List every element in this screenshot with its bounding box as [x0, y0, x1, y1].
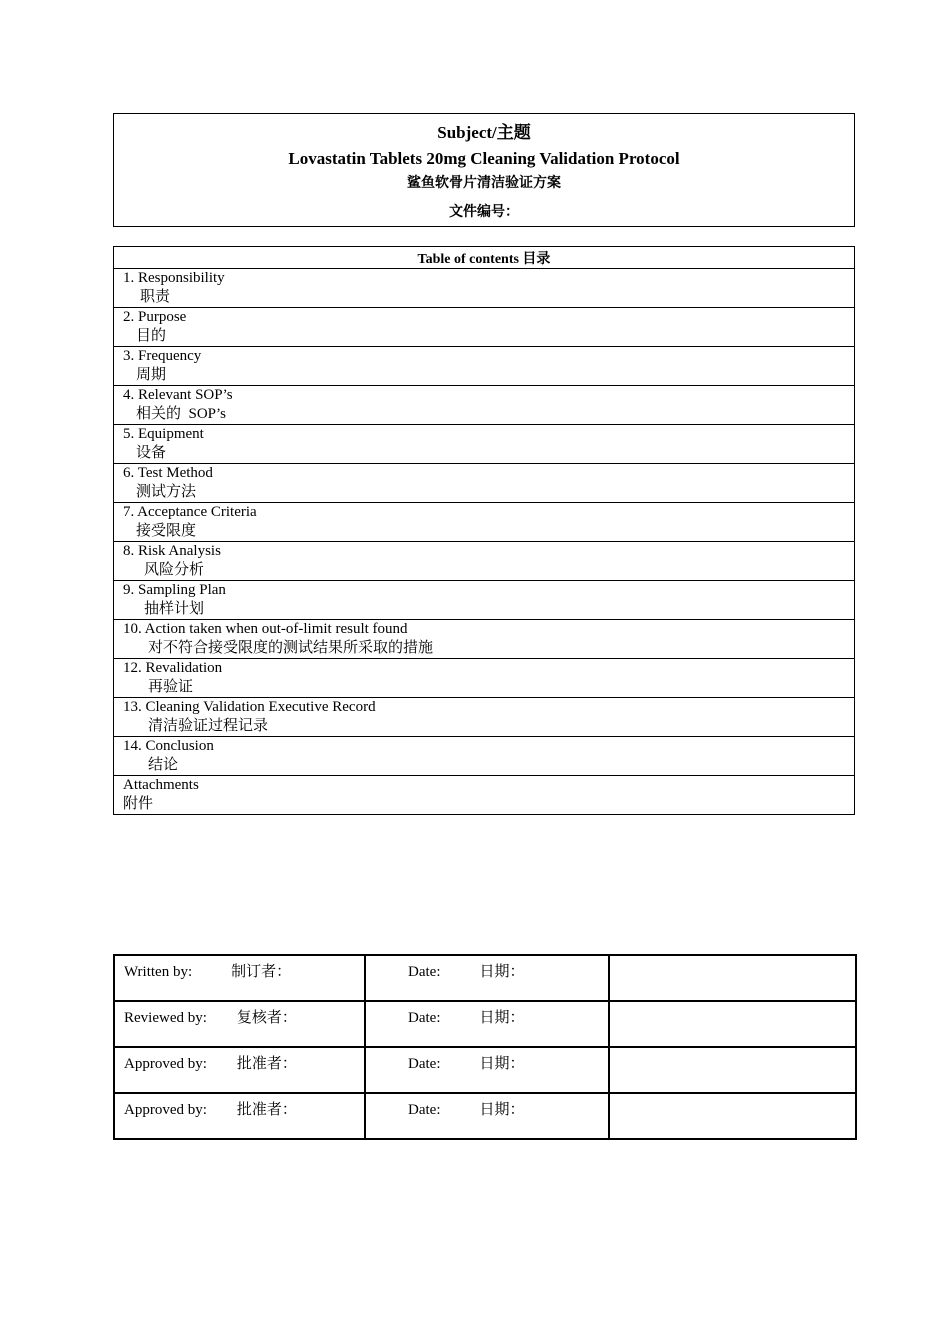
- signoff-blank-cell: [609, 1001, 856, 1047]
- toc-item-cn: 职责: [140, 289, 171, 305]
- toc-item-cn: 抽样计划: [144, 601, 205, 617]
- signoff-date-cn: 日期：: [479, 1010, 525, 1026]
- signoff-role-cn: 制订者：: [231, 964, 292, 980]
- toc-item-en: 8. Risk Analysis: [123, 543, 221, 559]
- table-of-contents: [113, 246, 855, 815]
- toc-item: [114, 425, 855, 464]
- signoff-date-cn: 日期：: [479, 1056, 525, 1072]
- signoff-date-en: Date:: [408, 1010, 441, 1026]
- signoff-row: [114, 955, 856, 1001]
- toc-item-en: Attachments: [123, 777, 199, 793]
- signoff-role-cn: 批准者：: [236, 1056, 297, 1072]
- signoff-role-cn: 复核者：: [236, 1010, 297, 1026]
- toc-item-cn: 对不符合接受限度的测试结果所采取的措施: [148, 640, 434, 656]
- toc-item-en: 2. Purpose: [123, 309, 187, 325]
- toc-item-cn: 接受限度: [136, 523, 197, 539]
- toc-item: [114, 308, 855, 347]
- toc-item: [114, 659, 855, 698]
- toc-item-en: 10. Action taken when out-of-limit result found: [123, 621, 408, 637]
- signoff-row: [114, 1001, 856, 1047]
- toc-item: [114, 464, 855, 503]
- toc-item: [114, 386, 855, 425]
- toc-item: [114, 737, 855, 776]
- signoff-role-en: Reviewed by:: [124, 1010, 207, 1026]
- toc-item: [114, 620, 855, 659]
- toc-item: [114, 269, 855, 308]
- signoff-blank-cell: [609, 1093, 856, 1139]
- toc-item-cn: 再验证: [148, 679, 194, 695]
- signoff-date-cn: 日期：: [479, 964, 525, 980]
- toc-heading: Table of contents 目录: [114, 247, 855, 269]
- signoff-role-en: Written by:: [124, 964, 193, 980]
- toc-item-en: 4. Relevant SOP’s: [123, 387, 233, 403]
- signoff-role-en: Approved by:: [124, 1056, 207, 1072]
- signoff-blank-cell: [609, 1047, 856, 1093]
- toc-item-cn: 目的: [136, 328, 167, 344]
- signoff-date-en: Date:: [408, 1102, 441, 1118]
- document-number-label: 文件编号：: [449, 205, 519, 220]
- toc-item-en: 14. Conclusion: [123, 738, 214, 754]
- toc-item-en: 1. Responsibility: [123, 270, 225, 286]
- toc-item-en: 12. Revalidation: [123, 660, 223, 676]
- toc-item-cn: 结论: [148, 757, 179, 773]
- signoff-role-en: Approved by:: [124, 1102, 207, 1118]
- signoff-role-cell: [114, 1047, 365, 1093]
- toc-item-cn: 周期: [136, 367, 167, 383]
- toc-item-en: 3. Frequency: [123, 348, 202, 364]
- toc-item: [114, 776, 855, 815]
- subject-label: Subject/主题: [437, 123, 531, 142]
- toc-item-en: 9. Sampling Plan: [123, 582, 226, 598]
- toc-item: [114, 347, 855, 386]
- signoff-role-cell: [114, 1001, 365, 1047]
- signoff-table: [113, 954, 857, 1140]
- signoff-date-cell: [365, 1001, 609, 1047]
- toc-item-cn: 设备: [136, 445, 167, 461]
- document-title-cn: 鲨鱼软骨片清洁验证方案: [407, 176, 561, 191]
- signoff-role-cell: [114, 955, 365, 1001]
- signoff-row: [114, 1093, 856, 1139]
- toc-item-cn: 附件: [123, 796, 154, 812]
- toc-item: [114, 581, 855, 620]
- signoff-date-en: Date:: [408, 1056, 441, 1072]
- toc-item: [114, 542, 855, 581]
- signoff-date-cell: [365, 1093, 609, 1139]
- toc-item: [114, 503, 855, 542]
- signoff-role-cn: 批准者：: [236, 1102, 297, 1118]
- toc-item-en: 5. Equipment: [123, 426, 204, 442]
- document-header: [113, 113, 855, 227]
- signoff-date-en: Date:: [408, 964, 441, 980]
- toc-item-cn: 风险分析: [144, 562, 205, 578]
- signoff-blank-cell: [609, 955, 856, 1001]
- signoff-role-cell: [114, 1093, 365, 1139]
- signoff-row: [114, 1047, 856, 1093]
- toc-item-en: 6. Test Method: [123, 465, 213, 481]
- toc-item-cn: 测试方法: [136, 484, 197, 500]
- toc-item-en: 7. Acceptance Criteria: [123, 504, 257, 520]
- toc-item-en: 13. Cleaning Validation Executive Record: [123, 699, 376, 715]
- toc-item-cn: 清洁验证过程记录: [148, 718, 269, 734]
- signoff-date-cell: [365, 1047, 609, 1093]
- signoff-date-cell: [365, 955, 609, 1001]
- document-title-en: Lovastatin Tablets 20mg Cleaning Validation Protocol: [288, 149, 680, 168]
- signoff-date-cn: 日期：: [479, 1102, 525, 1118]
- toc-item: [114, 698, 855, 737]
- toc-item-cn: 相关的 SOP’s: [136, 406, 227, 422]
